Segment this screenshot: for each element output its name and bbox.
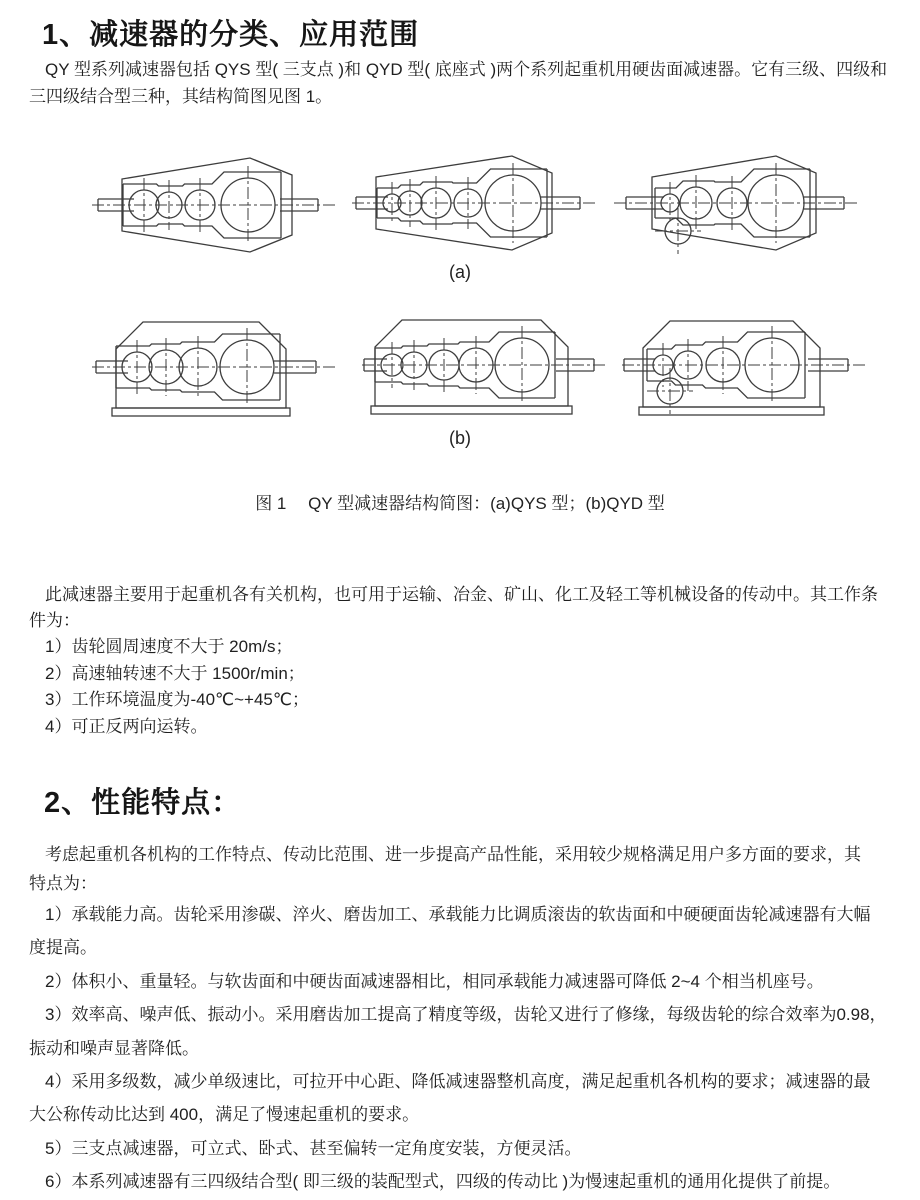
text-line: 考虑起重机各机构的工作特点、传动比范围、进一步提高产品性能，采用较少规格满足用户多方面的要求，其: [45, 845, 861, 864]
text-line: 1）齿轮圆周速度不大于 20m/s；: [45, 637, 293, 656]
section1-heading: 1、减速器的分类、应用范围: [42, 19, 420, 51]
diagram-qyd-combined: [620, 305, 870, 430]
diagram-qys-four-stage: [350, 143, 600, 273]
text-line: 度提高。: [29, 938, 97, 958]
diagram-qyd-three-stage-drawing: [90, 305, 340, 430]
section2-heading: 2、性能特点：: [44, 787, 242, 819]
text-line: 2）体积小、重量轻。与软齿面和中硬齿面减速器相比，相同承载能力减速器可降低 2~4 个相当机座号。: [45, 971, 824, 991]
figure-sublabel-a: (a): [449, 262, 471, 282]
text-line: 件为：: [29, 611, 80, 630]
application-intro-paragraph: [29, 582, 878, 634]
working-conditions-list: [29, 634, 309, 740]
diagram-qyd-four-stage: [360, 303, 610, 428]
features-list: [29, 898, 887, 1199]
text-line: 5）三支点减速器，可立式、卧式、甚至偏转一定角度安装，方便灵活。: [45, 1138, 582, 1158]
diagram-qyd-four-stage-drawing: [360, 303, 610, 428]
diagram-qys-combined-drawing: [612, 145, 862, 277]
diagram-qys-three-stage: [90, 145, 340, 275]
text-line: 2）高速轴转速不大于 1500r/min；: [45, 663, 305, 683]
text-line: 3）效率高、噪声低、振动小。采用磨齿加工提高了精度等级，齿轮又进行了修缘，每级齿轮的综合效率为0.98，: [45, 1005, 887, 1025]
diagram-qys-three-stage-drawing: [90, 145, 340, 275]
text-line: 4）采用多级数，减少单级速比，可拉开中心距、降低减速器整机高度，满足起重机各机构的要求；减速器的最: [45, 1072, 871, 1092]
section2-intro-paragraph: [29, 840, 861, 898]
text-line: 特点为：: [29, 874, 97, 893]
text-line: 4）可正反两向运转。: [45, 716, 208, 736]
text-line: 此减速器主要用于起重机各有关机构，也可用于运输、冶金、矿山、化工及轻工等机械设备的传动中。其工作条: [45, 585, 878, 604]
diagram-qys-four-stage-drawing: [350, 143, 600, 273]
diagram-qyd-combined-drawing: [620, 305, 870, 430]
text-line: 大公称传动比达到 400，满足了慢速起重机的要求。: [29, 1105, 420, 1125]
text-line: QY 型系列减速器包括 QYS 型( 三支点 )和 QYD 型( 底座式 )两个系列起重机用硬齿面减速器。它有三级、四级和: [45, 60, 888, 79]
text-line: 振动和噪声显著降低。: [29, 1038, 199, 1058]
diagram-qyd-three-stage: [90, 305, 340, 430]
figure-sublabel-b: (b): [449, 428, 471, 448]
text-line: 三四级结合型三种，其结构简图见图 1。: [29, 87, 333, 106]
figure-caption: 图 1 QY 型减速器结构简图：(a)QYS 型；(b)QYD 型: [255, 494, 665, 513]
diagram-qys-combined: [612, 145, 862, 277]
text-line: 1）承载能力高。齿轮采用渗碳、淬火、磨齿加工、承载能力比调质滚齿的软齿面和中硬硬面齿轮减速器有大幅: [45, 905, 871, 924]
text-line: 3）工作环境温度为-40℃~+45℃；: [45, 690, 309, 709]
text-line: 6）本系列减速器有三四级结合型( 即三级的装配型式，四级的传动比 )为慢速起重机的通用化提供了前提。: [45, 1172, 841, 1192]
